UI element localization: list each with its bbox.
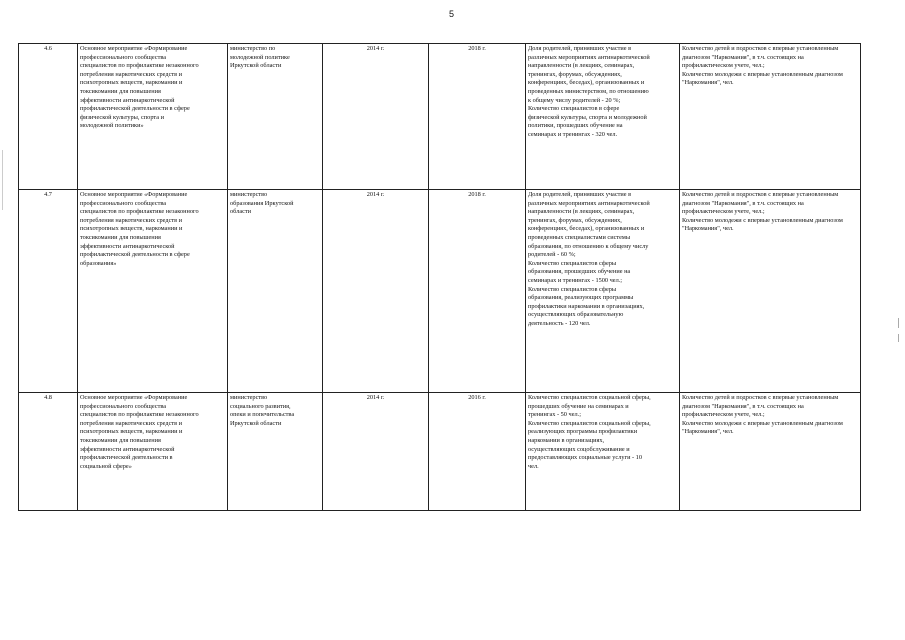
scan-edge-mark (898, 318, 899, 328)
end-year-cell: 2018 г. (429, 44, 526, 190)
activity-cell: Основное мероприятие «Формирование профессионального сообщества специалистов по профилактике незаконного потребления наркотических средств и психотропных веществ, наркомании и токсикомании для повышения эффективности антинаркотической профилактической деятельности в сфере образования» (78, 190, 228, 393)
outcomes-cell: Количество детей и подростков с впервые установленным диагнозом "Наркомания", в т.ч. состоящих на профилактическом учете, чел.; Количество молодежи с впервые установленным диагнозом "Наркомания", чел. (680, 393, 861, 511)
table-row (19, 190, 861, 393)
executor-cell: министерство по молодежной политике Иркутской области (228, 44, 323, 190)
start-year-cell: 2014 г. (323, 44, 429, 190)
end-year-cell: 2016 г. (429, 393, 526, 511)
start-year-cell: 2014 г. (323, 190, 429, 393)
row-number: 4.8 (19, 393, 78, 511)
outcomes-cell: Количество детей и подростков с впервые установленным диагнозом "Наркомания", в т.ч. состоящих на профилактическом учете, чел.; Количество молодежи с впервые установленным диагнозом "Наркомания", чел. (680, 44, 861, 190)
end-year-cell: 2018 г. (429, 190, 526, 393)
table-row (19, 393, 861, 511)
activities-table (18, 43, 861, 511)
activity-cell: Основное мероприятие «Формирование профессионального сообщества специалистов по профилактике незаконного потребления наркотических средств и психотропных веществ, наркомании и токсикомании для повышения эффективности антинаркотической профилактической деятельности в социальной сфере» (78, 393, 228, 511)
indicators-cell: Доля родителей, принявших участие в различных мероприятиях антинаркотической направленности (в лекциях, семинарах, тренингах, форумах, обсуждениях, конференциях, беседах), организованных и проведенных специалистами системы образования, по отношению к общему числу родителей - 60 %; Количество специалистов сферы образования, прошедших обучение на семинарах и тренингах - 1500 чел.; Количество специалистов сферы образования, реализующих программы профилактики наркомании в организациях, осуществляющих образовательную деятельность - 120 чел. (526, 190, 680, 393)
scan-edge-mark (898, 334, 899, 342)
executor-cell: министерство образования Иркутской области (228, 190, 323, 393)
executor-cell: министерство социального развития, опеки и попечительства Иркутской области (228, 393, 323, 511)
indicators-cell: Количество специалистов социальной сферы, прошедших обучение на семинарах и тренингах - 50 чел.; Количество специалистов социальной сферы, реализующих программы профилактики наркомании в организациях, осуществляющих соцобслуживание и предоставляющих социальные услуги - 10 чел. (526, 393, 680, 511)
activity-cell: Основное мероприятие «Формирование профессионального сообщества специалистов по профилактике незаконного потребления наркотических средств и психотропных веществ, наркомании и токсикомании для повышения эффективности антинаркотической профилактической деятельности в сфере физической культуры, спорта и молодежной политики» (78, 44, 228, 190)
indicators-cell: Доля родителей, принявших участие в различных мероприятиях антинаркотической направленности (в лекциях, семинарах, тренингах, форумах, обсуждениях, конференциях, беседах), организованных и проведенных министерством, по отношению к общему числу родителей - 20 %; Количество специалистов в сфере физической культуры, спорта и молодежной политики, прошедших обучение на семинарах и тренингах - 320 чел. (526, 44, 680, 190)
page-number: 5 (449, 9, 455, 19)
scan-edge-mark (2, 150, 3, 210)
row-number: 4.7 (19, 190, 78, 393)
table-row (19, 44, 861, 190)
row-number: 4.6 (19, 44, 78, 190)
outcomes-cell: Количество детей и подростков с впервые установленным диагнозом "Наркомания", в т.ч. состоящих на профилактическом учете, чел.; Количество молодежи с впервые установленным диагнозом "Наркомания", чел. (680, 190, 861, 393)
start-year-cell: 2014 г. (323, 393, 429, 511)
